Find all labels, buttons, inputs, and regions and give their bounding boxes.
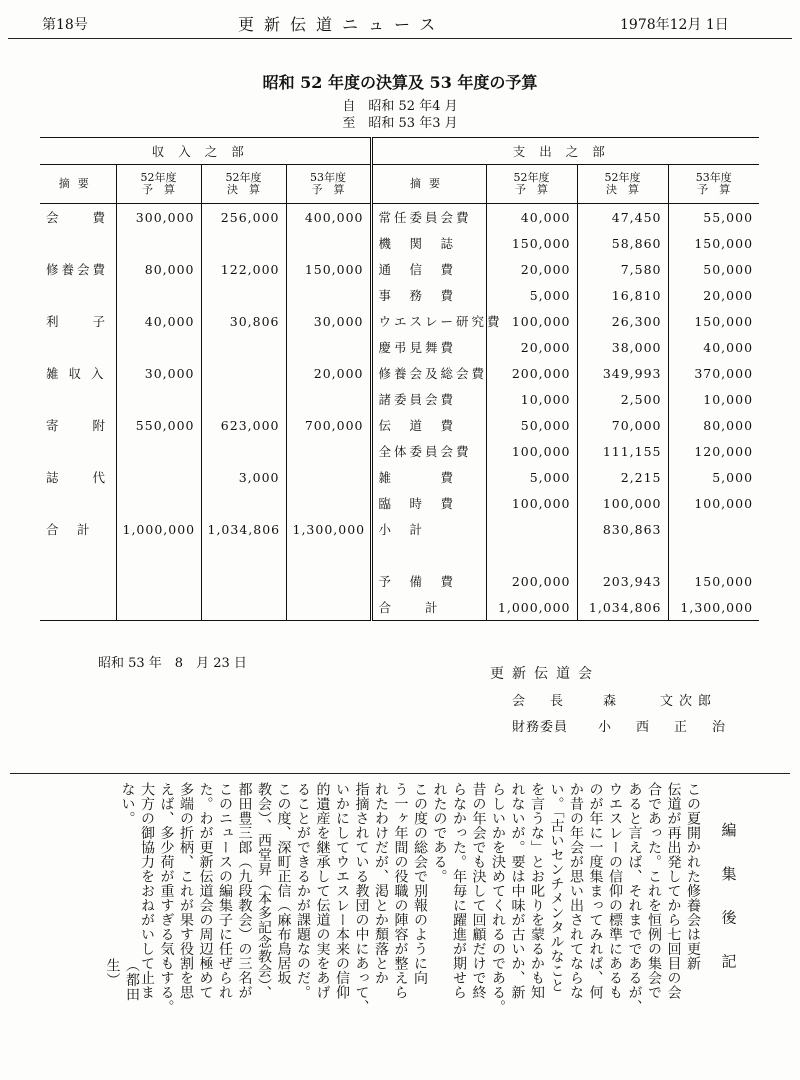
editorial-column: た。わが更新伝道会の周辺極めて <box>197 782 214 1000</box>
expense-52-actual-header: 52年度 決 算 <box>577 165 668 204</box>
editorial-column: えば、多少荷が重すぎる気もする。 <box>158 782 175 1014</box>
income-b53-cell <box>286 490 371 516</box>
expense-b53-cell: 150,000 <box>694 573 754 589</box>
income-item-cell <box>40 568 116 594</box>
editorial-column: いかにしてウエスレー本来の信仰 <box>334 782 350 1000</box>
budget-title: 昭和 52 年度の決算及 53 年度の予算 <box>262 73 538 92</box>
section-divider <box>10 773 790 774</box>
expense-b53-cell: 120,000 <box>694 443 754 459</box>
expense-b52-cell: 100,000 <box>486 438 577 464</box>
income-item-cell <box>40 438 116 464</box>
expense-a52-cell: 38,000 <box>577 334 668 360</box>
expense-b52-cell: 100,000 <box>486 490 577 516</box>
expense-b52-cell: 20,000 <box>486 256 577 282</box>
income-a52-cell <box>201 230 286 256</box>
editorial-column: 昔の年会でも決して回顧だけで終 <box>470 782 487 1000</box>
organization-name: 更新伝道会 <box>490 666 600 682</box>
expense-item-cell: 通 信 費 <box>371 256 486 282</box>
income-item-cell: 会 費 <box>40 204 116 231</box>
income-b52-cell: 30,000 <box>116 360 201 386</box>
expense-item-cell: 機 関 誌 <box>371 230 486 256</box>
income-52-budget-header: 52年度 予 算 <box>116 165 201 204</box>
income-53-budget-header: 53年度 予 算 <box>286 165 371 204</box>
expense-b53-cell: 20,000 <box>703 287 754 303</box>
income-b53-cell: 400,000 <box>286 204 371 231</box>
expense-item-cell: 慶弔見舞費 <box>371 334 486 360</box>
editorial-column: 合であった。これを恒例の集会で <box>646 782 662 1000</box>
income-b53-cell: 700,000 <box>286 412 371 438</box>
income-a52-cell <box>201 542 286 568</box>
income-item-cell: 寄 附 <box>40 412 116 438</box>
expense-52-budget-header: 52年度 予 算 <box>486 165 577 204</box>
header-rule <box>8 38 792 39</box>
editorial-heading: 編 集 後 記 <box>719 822 738 981</box>
income-a52-cell <box>201 438 286 464</box>
expense-a52-cell: 349,993 <box>577 360 668 386</box>
income-b53-cell <box>286 386 371 412</box>
editorial-column: 大方の御協力をおねがいして止ま <box>139 782 155 1000</box>
issue-number: 第18号 <box>42 17 88 33</box>
expense-b53-cell <box>668 542 759 568</box>
editorial-column: この度、深町正信（麻布鳥居坂 <box>275 782 292 985</box>
income-b52-cell <box>116 594 201 621</box>
income-a52-cell <box>201 594 286 621</box>
table-row <box>40 386 759 412</box>
editorial-column: ない。 <box>119 782 136 826</box>
expense-a52-cell: 7,580 <box>577 256 668 282</box>
income-b53-cell: 20,000 <box>286 360 371 386</box>
income-b52-cell <box>116 230 201 256</box>
income-b53-cell <box>286 594 371 621</box>
income-b52-cell <box>116 542 201 568</box>
issue-date: 1978年12月 1日 <box>620 17 729 33</box>
table-row <box>40 360 759 386</box>
treasurer-role: 財務委員 <box>512 720 569 735</box>
income-a52-cell <box>201 360 286 386</box>
income-b52-cell: 1,000,000 <box>116 516 201 542</box>
income-a52-cell: 256,000 <box>201 204 286 231</box>
report-date: 昭和 53 年 8 月 23 日 <box>98 656 247 671</box>
expense-b52-cell: 200,000 <box>486 568 577 594</box>
expense-b53-cell: 5,000 <box>712 469 754 485</box>
expense-item-cell: 伝 道 費 <box>371 412 486 438</box>
table-row <box>40 438 759 464</box>
table-row <box>40 490 759 516</box>
table-row <box>40 412 759 438</box>
income-a52-cell: 623,000 <box>201 412 286 438</box>
expense-a52-cell: 58,860 <box>577 230 668 256</box>
income-b53-cell <box>286 568 371 594</box>
expense-b53-cell: 150,000 <box>694 235 754 251</box>
income-b52-cell <box>116 568 201 594</box>
editorial-column: この夏開かれた修養会は更新 <box>685 782 701 971</box>
expense-item-cell: 全体委員会費 <box>371 438 486 464</box>
expense-b52-cell <box>486 542 577 568</box>
income-52-actual-header: 52年度 決 算 <box>201 165 286 204</box>
income-b52-cell: 80,000 <box>116 256 201 282</box>
income-item-cell <box>40 334 116 360</box>
editorial-column: 指摘されている教団の中にあって、 <box>353 782 370 1014</box>
editorial-column: ウエスレーの信仰の標準にあるも <box>607 782 623 1000</box>
income-item-header: 摘要 <box>40 165 116 204</box>
income-item-cell <box>40 282 116 308</box>
expense-b52-cell: 100,000 <box>486 308 577 334</box>
table-column-header-row <box>40 165 759 204</box>
editorial-column: この度の総会で別報のように向 <box>412 782 428 985</box>
period-to: 至 昭和 53 年3 月 <box>342 116 458 131</box>
expense-b53-cell: 370,000 <box>694 365 754 381</box>
income-item-cell: 誌 代 <box>40 464 116 490</box>
table-row <box>40 256 759 282</box>
editorial-column: れたのである。 <box>431 782 448 884</box>
income-item-cell <box>40 230 116 256</box>
editorial-column: あると言えば、それまでであるが、 <box>626 782 643 1014</box>
income-b53-cell: 150,000 <box>286 256 371 282</box>
expense-item-cell: 修養会及総会費 <box>371 360 486 386</box>
editorial-column: 多端の折柄、これが果す役割を思 <box>178 782 194 1000</box>
table-row <box>40 464 759 490</box>
income-item-cell: 雑 収 入 <box>40 360 116 386</box>
table-row <box>40 334 759 360</box>
expense-b52-cell: 5,000 <box>486 282 577 308</box>
income-b53-cell <box>286 464 371 490</box>
president-role: 会 長 <box>512 694 570 709</box>
expense-a52-cell: 70,000 <box>577 412 668 438</box>
expense-b52-cell: 5,000 <box>486 464 577 490</box>
expense-b52-cell: 200,000 <box>486 360 577 386</box>
income-item-cell <box>40 542 116 568</box>
expense-53-budget-header: 53年度 予 算 <box>668 165 759 204</box>
table-row <box>40 204 759 231</box>
income-b52-cell <box>116 386 201 412</box>
expense-b52-cell: 20,000 <box>486 334 577 360</box>
table-section-header-row <box>40 138 759 165</box>
expense-b52-cell: 50,000 <box>486 412 577 438</box>
editorial-column: れたわけだが、渇とか頽落とか <box>373 782 389 985</box>
expense-item-cell: 常任委員会費 <box>371 204 486 231</box>
income-a52-cell: 30,806 <box>201 308 286 334</box>
income-item-cell: 合 計 <box>40 516 116 542</box>
budget-table <box>40 137 759 621</box>
expense-b53-cell: 100,000 <box>694 495 754 511</box>
expense-item-cell: 雑 費 <box>371 464 486 490</box>
editorial-column: らなかった。年毎に躍進が期せら <box>451 782 467 1000</box>
income-a52-cell <box>201 282 286 308</box>
income-b53-cell <box>286 438 371 464</box>
expense-item-header: 摘要 <box>371 165 486 204</box>
income-b52-cell <box>116 464 201 490</box>
expense-a52-cell: 2,215 <box>577 464 668 490</box>
editorial-column: 都田豊三郎（九段教会）の三名が <box>236 782 253 1000</box>
editorial-column: い。「古いセンチメンタルなこと <box>548 782 565 993</box>
editorial-column: ることができるかが課題なのだ。 <box>295 782 311 1000</box>
expense-item-cell: 合 計 <box>371 594 486 621</box>
editorial-column: らしいかを決めてくれるのである。 <box>490 782 506 1014</box>
expense-b52-cell <box>486 516 577 542</box>
income-b52-cell: 40,000 <box>116 308 201 334</box>
expense-item-cell: 諸委員会費 <box>371 386 486 412</box>
income-b53-cell <box>286 334 371 360</box>
income-section-header: 収入之部 <box>40 138 371 165</box>
table-row <box>40 568 759 594</box>
expense-b53-cell <box>668 516 759 542</box>
expense-a52-cell: 100,000 <box>577 490 668 516</box>
editorial-column: か昔の年会が思い出されてならな <box>568 782 584 1000</box>
income-b52-cell <box>116 490 201 516</box>
expense-a52-cell: 830,863 <box>577 516 668 542</box>
income-b52-cell: 550,000 <box>116 412 201 438</box>
income-b52-cell <box>116 334 201 360</box>
income-b52-cell <box>116 282 201 308</box>
table-row <box>40 516 759 542</box>
expense-b53-cell: 50,000 <box>703 261 754 277</box>
income-b53-cell <box>286 542 371 568</box>
income-a52-cell <box>201 568 286 594</box>
expense-b53-cell: 150,000 <box>694 313 754 329</box>
expense-item-cell: 予 備 費 <box>371 568 486 594</box>
editorial-column: 的遺産を継承して伝道の実をあげ <box>314 782 331 1000</box>
income-a52-cell: 3,000 <box>201 464 286 490</box>
expense-b52-cell: 1,000,000 <box>486 594 577 621</box>
income-a52-cell: 122,000 <box>201 256 286 282</box>
expense-a52-cell: 2,500 <box>577 386 668 412</box>
income-b53-cell <box>286 230 371 256</box>
expense-item-cell: ウエスレー研究費 <box>371 308 486 334</box>
income-b52-cell: 300,000 <box>116 204 201 231</box>
expense-a52-cell: 111,155 <box>577 438 668 464</box>
president-name: 森 文次郎 <box>603 694 718 709</box>
table-row <box>40 230 759 256</box>
newsletter-title: 更新伝道ニュース <box>238 15 446 34</box>
expense-a52-cell: 203,943 <box>577 568 668 594</box>
income-b52-cell <box>116 438 201 464</box>
expense-a52-cell: 26,300 <box>577 308 668 334</box>
income-a52-cell <box>201 334 286 360</box>
income-a52-cell <box>201 386 286 412</box>
expense-item-cell: 臨 時 費 <box>371 490 486 516</box>
income-item-cell <box>40 490 116 516</box>
expense-b52-cell: 10,000 <box>486 386 577 412</box>
expense-b53-cell: 80,000 <box>703 417 754 433</box>
table-row <box>40 308 759 334</box>
editorial-column: う一ヶ年間の役職の陣容が整えら <box>392 782 409 1000</box>
expense-b53-cell: 1,300,000 <box>680 599 754 615</box>
expense-a52-cell: 1,034,806 <box>577 594 668 621</box>
editorial-column: れないが。要は中味が古いか、新 <box>509 782 526 1000</box>
income-item-cell <box>40 594 116 621</box>
table-row <box>40 542 759 568</box>
expense-b52-cell: 40,000 <box>486 204 577 231</box>
expense-a52-cell: 47,450 <box>577 204 668 231</box>
expense-b53-cell: 55,000 <box>703 209 754 225</box>
table-row <box>40 594 759 621</box>
income-item-cell: 利 子 <box>40 308 116 334</box>
editorial-column: を言うな」とお叱りを蒙るかも知 <box>529 782 545 1000</box>
income-b53-cell: 30,000 <box>286 308 371 334</box>
table-row <box>40 282 759 308</box>
expense-section-header: 支出之部 <box>371 138 759 165</box>
editorial-column: 伝道が再出発してから七回目の会 <box>665 782 682 1000</box>
editorial-column: このニュースの編集子に任ぜられ <box>217 782 233 1000</box>
income-a52-cell: 1,034,806 <box>201 516 286 542</box>
expense-item-cell: 事 務 費 <box>371 282 486 308</box>
expense-a52-cell <box>577 542 668 568</box>
editorial-column: のが年に一度集まってみれば、何 <box>587 782 604 1000</box>
income-a52-cell <box>201 490 286 516</box>
period-from: 自 昭和 52 年4 月 <box>342 99 458 114</box>
expense-b53-cell: 10,000 <box>703 391 754 407</box>
editorial-column: 教会）、西堂昇（本多記念教会）、 <box>256 782 272 1000</box>
expense-item-cell: 小 計 <box>371 516 486 542</box>
income-item-cell <box>40 386 116 412</box>
income-b53-cell: 1,300,000 <box>286 516 371 542</box>
editorial-body <box>117 782 702 1040</box>
income-b53-cell <box>286 282 371 308</box>
expense-b52-cell: 150,000 <box>486 230 577 256</box>
expense-b53-cell: 40,000 <box>703 339 754 355</box>
expense-item-cell <box>371 542 486 568</box>
income-item-cell: 修養会費 <box>40 256 116 282</box>
treasurer-name: 小 西 正 治 <box>598 720 732 735</box>
editorial-signature: （都田生） <box>104 958 140 1002</box>
expense-a52-cell: 16,810 <box>577 282 668 308</box>
